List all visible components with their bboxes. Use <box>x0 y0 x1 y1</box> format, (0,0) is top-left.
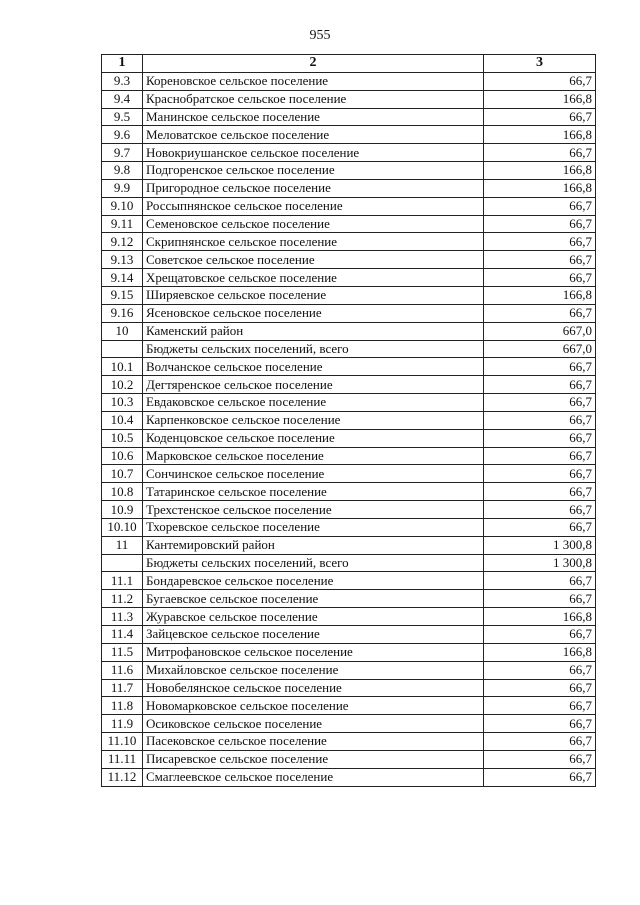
row-name-cell: Меловатское сельское поселение <box>143 126 484 144</box>
row-number-cell: 9.7 <box>102 144 143 162</box>
row-value-cell: 66,7 <box>484 108 596 126</box>
row-number-cell: 9.10 <box>102 197 143 215</box>
table-row <box>102 376 596 394</box>
row-number-cell <box>102 340 143 358</box>
row-name-cell: Коденцовское сельское поселение <box>143 429 484 447</box>
row-name-cell: Пригородное сельское поселение <box>143 179 484 197</box>
row-value-cell: 1 300,8 <box>484 554 596 572</box>
table-row <box>102 447 596 465</box>
row-number-cell: 11.6 <box>102 661 143 679</box>
table-row <box>102 626 596 644</box>
row-number-cell: 11.4 <box>102 626 143 644</box>
row-value-cell: 66,7 <box>484 626 596 644</box>
row-name-cell: Карпенковское сельское поселение <box>143 411 484 429</box>
row-name-cell: Советское сельское поселение <box>143 251 484 269</box>
row-number-cell: 10.4 <box>102 411 143 429</box>
row-value-cell: 66,7 <box>484 679 596 697</box>
table-row <box>102 679 596 697</box>
row-name-cell: Бюджеты сельских поселений, всего <box>143 340 484 358</box>
row-name-cell: Краснобратское сельское поселение <box>143 90 484 108</box>
row-name-cell: Митрофановское сельское поселение <box>143 643 484 661</box>
row-value-cell: 66,7 <box>484 251 596 269</box>
table-row <box>102 269 596 287</box>
row-value-cell: 166,8 <box>484 162 596 180</box>
table-row <box>102 572 596 590</box>
row-name-cell: Бугаевское сельское поселение <box>143 590 484 608</box>
row-number-cell: 11.5 <box>102 643 143 661</box>
row-name-cell: Михайловское сельское поселение <box>143 661 484 679</box>
row-name-cell: Подгоренское сельское поселение <box>143 162 484 180</box>
row-value-cell: 66,7 <box>484 661 596 679</box>
table-row <box>102 286 596 304</box>
row-value-cell: 66,7 <box>484 233 596 251</box>
row-value-cell: 66,7 <box>484 768 596 786</box>
row-value-cell: 66,7 <box>484 750 596 768</box>
row-number-cell: 11.7 <box>102 679 143 697</box>
table-row <box>102 215 596 233</box>
row-name-cell: Татаринское сельское поселение <box>143 483 484 501</box>
row-number-cell: 11.12 <box>102 768 143 786</box>
table-row <box>102 251 596 269</box>
row-value-cell: 66,7 <box>484 715 596 733</box>
row-number-cell: 9.9 <box>102 179 143 197</box>
row-name-cell: Осиковское сельское поселение <box>143 715 484 733</box>
table-body <box>102 72 596 786</box>
row-name-cell: Скрипнянское сельское поселение <box>143 233 484 251</box>
row-number-cell: 10.8 <box>102 483 143 501</box>
row-number-cell: 10.6 <box>102 447 143 465</box>
row-value-cell: 166,8 <box>484 286 596 304</box>
row-value-cell: 66,7 <box>484 376 596 394</box>
row-name-cell: Каменский район <box>143 322 484 340</box>
row-name-cell: Новомарковское сельское поселение <box>143 697 484 715</box>
table-row <box>102 768 596 786</box>
table-row <box>102 429 596 447</box>
row-number-cell: 11 <box>102 536 143 554</box>
row-name-cell: Писаревское сельское поселение <box>143 750 484 768</box>
row-number-cell: 11.9 <box>102 715 143 733</box>
table-row <box>102 340 596 358</box>
row-name-cell: Тхоревское сельское поселение <box>143 518 484 536</box>
table-row <box>102 197 596 215</box>
row-value-cell: 166,8 <box>484 608 596 626</box>
row-number-cell: 9.13 <box>102 251 143 269</box>
row-name-cell: Новокриушанское сельское поселение <box>143 144 484 162</box>
table-row <box>102 108 596 126</box>
table-row <box>102 483 596 501</box>
table-row <box>102 179 596 197</box>
table-row <box>102 465 596 483</box>
row-name-cell: Смаглеевское сельское поселение <box>143 768 484 786</box>
table-row <box>102 358 596 376</box>
row-value-cell: 66,7 <box>484 304 596 322</box>
row-name-cell: Дегтяренское сельское поселение <box>143 376 484 394</box>
column-header-value: 3 <box>484 55 596 73</box>
row-value-cell: 667,0 <box>484 322 596 340</box>
row-number-cell: 11.11 <box>102 750 143 768</box>
row-value-cell: 166,8 <box>484 643 596 661</box>
row-name-cell: Волчанское сельское поселение <box>143 358 484 376</box>
row-name-cell: Сончинское сельское поселение <box>143 465 484 483</box>
row-name-cell: Кантемировский район <box>143 536 484 554</box>
row-number-cell: 11.10 <box>102 733 143 751</box>
row-value-cell: 66,7 <box>484 215 596 233</box>
row-value-cell: 166,8 <box>484 126 596 144</box>
row-number-cell: 9.14 <box>102 269 143 287</box>
row-value-cell: 66,7 <box>484 429 596 447</box>
table-row <box>102 518 596 536</box>
column-header-name: 2 <box>143 55 484 73</box>
row-name-cell: Новобелянское сельское поселение <box>143 679 484 697</box>
row-value-cell: 66,7 <box>484 72 596 90</box>
row-value-cell: 667,0 <box>484 340 596 358</box>
row-number-cell: 9.11 <box>102 215 143 233</box>
row-value-cell: 66,7 <box>484 197 596 215</box>
table-row <box>102 608 596 626</box>
row-number-cell: 11.3 <box>102 608 143 626</box>
row-number-cell: 9.4 <box>102 90 143 108</box>
row-value-cell: 166,8 <box>484 179 596 197</box>
row-value-cell: 66,7 <box>484 501 596 519</box>
table-row <box>102 144 596 162</box>
table-row <box>102 536 596 554</box>
row-value-cell: 66,7 <box>484 144 596 162</box>
row-value-cell: 66,7 <box>484 465 596 483</box>
table-row <box>102 72 596 90</box>
table-row <box>102 554 596 572</box>
row-value-cell: 66,7 <box>484 483 596 501</box>
row-name-cell: Марковское сельское поселение <box>143 447 484 465</box>
row-number-cell: 10.10 <box>102 518 143 536</box>
page-number: 955 <box>309 28 331 43</box>
row-name-cell: Зайцевское сельское поселение <box>143 626 484 644</box>
row-value-cell: 66,7 <box>484 518 596 536</box>
row-value-cell: 66,7 <box>484 572 596 590</box>
row-name-cell: Евдаковское сельское поселение <box>143 394 484 412</box>
row-number-cell: 10.9 <box>102 501 143 519</box>
table-row <box>102 394 596 412</box>
row-value-cell: 166,8 <box>484 90 596 108</box>
row-name-cell: Бюджеты сельских поселений, всего <box>143 554 484 572</box>
row-name-cell: Пасековское сельское поселение <box>143 733 484 751</box>
table-row <box>102 233 596 251</box>
row-value-cell: 66,7 <box>484 590 596 608</box>
table-row <box>102 750 596 768</box>
row-number-cell: 10.1 <box>102 358 143 376</box>
row-name-cell: Семеновское сельское поселение <box>143 215 484 233</box>
row-number-cell: 10 <box>102 322 143 340</box>
row-value-cell: 66,7 <box>484 733 596 751</box>
table-row <box>102 90 596 108</box>
table-row <box>102 715 596 733</box>
table-row <box>102 661 596 679</box>
row-name-cell: Манинское сельское поселение <box>143 108 484 126</box>
row-number-cell: 10.2 <box>102 376 143 394</box>
row-number-cell: 10.3 <box>102 394 143 412</box>
row-number-cell: 9.16 <box>102 304 143 322</box>
table-row <box>102 643 596 661</box>
row-value-cell: 66,7 <box>484 411 596 429</box>
row-value-cell: 66,7 <box>484 447 596 465</box>
table-row <box>102 590 596 608</box>
row-number-cell: 11.8 <box>102 697 143 715</box>
table-row <box>102 304 596 322</box>
table-row <box>102 733 596 751</box>
row-name-cell: Хрещатовское сельское поселение <box>143 269 484 287</box>
row-name-cell: Кореновское сельское поселение <box>143 72 484 90</box>
table-row <box>102 126 596 144</box>
row-name-cell: Журавское сельское поселение <box>143 608 484 626</box>
table-row <box>102 411 596 429</box>
row-value-cell: 66,7 <box>484 358 596 376</box>
row-number-cell: 9.5 <box>102 108 143 126</box>
row-name-cell: Ширяевское сельское поселение <box>143 286 484 304</box>
row-number-cell: 9.6 <box>102 126 143 144</box>
table-row <box>102 501 596 519</box>
table-row <box>102 162 596 180</box>
table-header-row <box>102 55 596 73</box>
row-value-cell: 66,7 <box>484 269 596 287</box>
row-number-cell: 9.15 <box>102 286 143 304</box>
row-number-cell <box>102 554 143 572</box>
row-name-cell: Ясеновское сельское поселение <box>143 304 484 322</box>
row-name-cell: Бондаревское сельское поселение <box>143 572 484 590</box>
column-header-number: 1 <box>102 55 143 73</box>
budget-table <box>101 54 596 787</box>
row-number-cell: 10.7 <box>102 465 143 483</box>
row-number-cell: 10.5 <box>102 429 143 447</box>
row-number-cell: 9.12 <box>102 233 143 251</box>
row-number-cell: 9.3 <box>102 72 143 90</box>
row-value-cell: 66,7 <box>484 697 596 715</box>
row-value-cell: 66,7 <box>484 394 596 412</box>
row-number-cell: 11.2 <box>102 590 143 608</box>
table-row <box>102 322 596 340</box>
table-row <box>102 697 596 715</box>
row-name-cell: Россыпнянское сельское поселение <box>143 197 484 215</box>
row-number-cell: 11.1 <box>102 572 143 590</box>
row-name-cell: Трехстенское сельское поселение <box>143 501 484 519</box>
row-number-cell: 9.8 <box>102 162 143 180</box>
row-value-cell: 1 300,8 <box>484 536 596 554</box>
